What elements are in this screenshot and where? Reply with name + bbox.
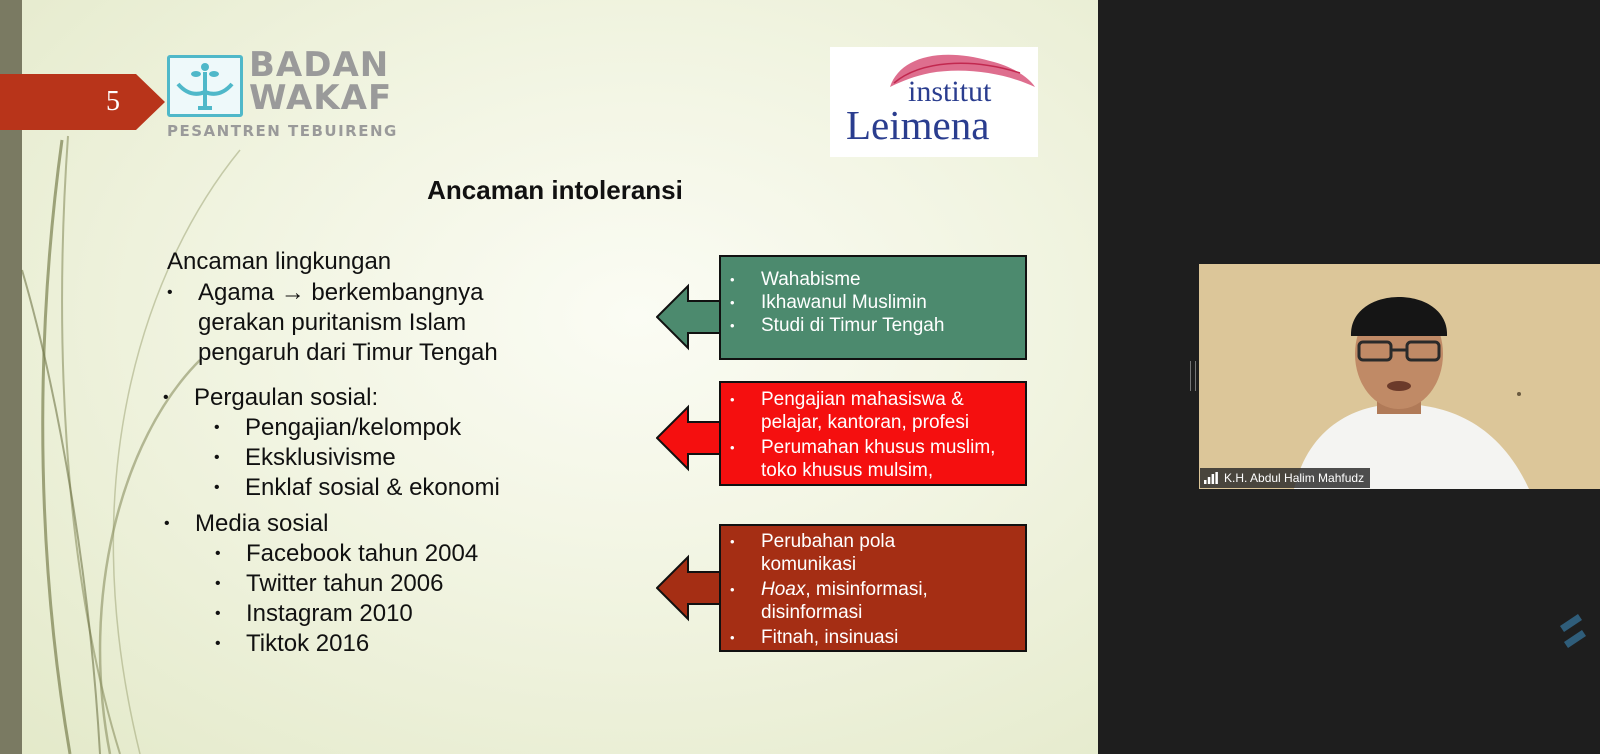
agama-label: Agama → berkembangnya: [198, 279, 484, 306]
media-item: Facebook tahun 2004: [246, 540, 479, 567]
slide-title: Ancaman intoleransi: [427, 175, 683, 205]
institut-leimena-logo: [830, 47, 1038, 157]
bullet: •: [215, 575, 221, 592]
pergaulan-item: Enklaf sosial & ekonomi: [245, 474, 500, 501]
bullet: •: [214, 419, 220, 436]
bullet: •: [214, 449, 220, 466]
bullet: •: [214, 479, 220, 496]
media-label: Media sosial: [195, 510, 329, 537]
bullet: •: [163, 389, 169, 406]
pergaulan-label: Pergaulan sosial:: [194, 384, 379, 411]
box-item: Pengajian mahasiswa &: [761, 389, 964, 410]
box-item: Hoax, misinformasi,: [761, 579, 928, 600]
leimena-institut-text: institut: [908, 75, 992, 108]
heading-ancaman-lingkungan: Ancaman lingkungan: [167, 248, 392, 275]
participant-video-tile[interactable]: [1199, 264, 1600, 489]
media-item: Instagram 2010: [246, 600, 413, 627]
info-box-brown: • Perubahan pola komunikasi • Hoax, misinformasi, disinformasi • Fitnah, insinuasi: [719, 524, 1027, 652]
media-item: Twitter tahun 2006: [246, 570, 444, 597]
box-item: Studi di Timur Tengah: [761, 315, 945, 336]
badan-wakaf-name: BADAN WAKAF: [249, 45, 393, 118]
box-item: toko khusus mulsim,: [761, 460, 934, 481]
bullet: •: [167, 284, 173, 301]
badan-wakaf-logo: [167, 45, 398, 143]
arrow-left-icon: [656, 404, 722, 472]
box-item: komunikasi: [761, 554, 857, 575]
bullet: •: [215, 635, 221, 652]
panel-resize-handle[interactable]: [1190, 361, 1196, 391]
box-item: Perubahan pola: [761, 531, 896, 552]
box-item: disinformasi: [761, 602, 863, 623]
participant-name: K.H. Abdul Halim Mahfudz: [1224, 471, 1365, 485]
page-number: 5: [106, 86, 120, 117]
badan-wakaf-emblem: [167, 55, 243, 117]
participant-name-label: [1200, 468, 1370, 488]
box-item: Ikhawanul Muslimin: [761, 292, 927, 313]
arrow-left-icon: [656, 554, 722, 622]
media-item: Tiktok 2016: [246, 630, 370, 657]
box-item: Wahabisme: [761, 269, 861, 290]
agama-line: gerakan puritanism Islam: [198, 309, 467, 336]
box-item: Fitnah, insinuasi: [761, 627, 899, 648]
info-box-green: • Wahabisme • Ikhawanul Muslimin • Studi di Timur Tengah: [719, 255, 1027, 360]
signal-bars-icon: [1204, 472, 1218, 484]
bullet: •: [215, 545, 221, 562]
arrow-left-icon: [656, 283, 722, 351]
box-item: Perumahan khusus muslim,: [761, 437, 996, 458]
info-box-red: • Pengajian mahasiswa & pelajar, kantoran, profesi • Perumahan khusus muslim, toko khusus mulsim,: [719, 381, 1027, 486]
app-shortcut-icon[interactable]: [1554, 612, 1588, 650]
box-item: pelajar, kantoran, profesi: [761, 412, 970, 433]
leimena-name-text: Leimena: [846, 102, 990, 148]
participant-video-feed: [1199, 264, 1600, 489]
pergaulan-item: Eksklusivisme: [245, 444, 396, 471]
bullet: •: [164, 515, 170, 532]
badan-wakaf-subtitle: PESANTREN TEBUIRENG: [167, 122, 398, 140]
pergaulan-item: Pengajian/kelompok: [245, 414, 462, 441]
page-number-badge: [0, 74, 165, 130]
plant-icon: [170, 58, 240, 114]
agama-line: pengaruh dari Timur Tengah: [198, 339, 498, 366]
bullet: •: [215, 605, 221, 622]
